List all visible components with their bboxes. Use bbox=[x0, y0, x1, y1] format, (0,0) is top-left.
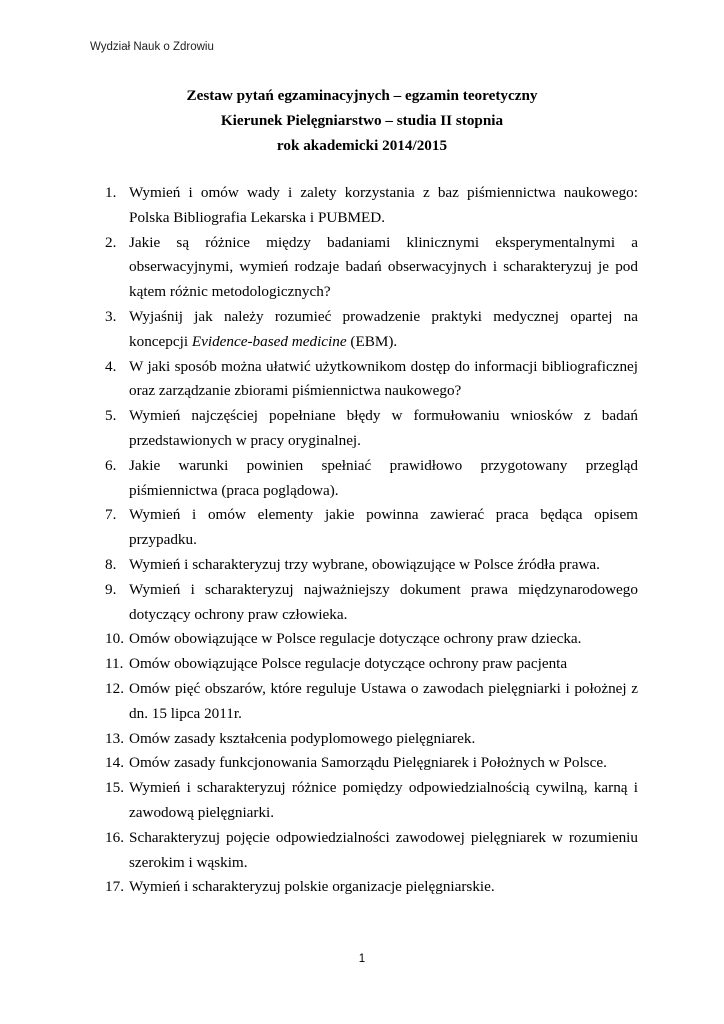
question-item-12 bbox=[105, 677, 638, 727]
question-text: Omów pięć obszarów, które reguluje Ustawa o zawodach pielęgniarki i położnej z dn. 15 lipca 2011r. bbox=[129, 679, 638, 722]
question-list bbox=[105, 181, 638, 900]
question-number: 6. bbox=[105, 456, 117, 474]
question-number: 11. bbox=[105, 655, 124, 673]
question-item-9 bbox=[105, 578, 638, 628]
question-number: 15. bbox=[105, 779, 124, 797]
question-number: 16. bbox=[105, 828, 124, 846]
question-item-5 bbox=[105, 404, 638, 454]
question-number: 3. bbox=[105, 307, 117, 325]
question-text-part: Wyjaśnij jak należy rozumieć prowadzenie praktyki medycznej opartej na koncepcji bbox=[129, 307, 638, 350]
question-number: 12. bbox=[105, 679, 124, 697]
title-line-3: rok akademicki 2014/2015 bbox=[276, 136, 448, 154]
document-title bbox=[0, 84, 724, 158]
faculty-header: Wydział Nauk o Zdrowiu bbox=[90, 41, 214, 53]
question-text: Wymień i scharakteryzuj różnice pomiędzy odpowiedzialnością cywilną, karną i zawodową pielęgniarki. bbox=[129, 779, 638, 821]
question-text: Omów obowiązujące Polsce regulacje dotyczące ochrony praw pacjenta bbox=[129, 655, 568, 673]
question-text: Jakie warunki powinien spełniać prawidłowo przygotowany przegląd piśmiennictwa (praca poglądowa). bbox=[129, 456, 638, 499]
question-number: 1. bbox=[105, 184, 117, 201]
question-item-3 bbox=[105, 305, 638, 355]
question-item-6 bbox=[105, 454, 638, 504]
question-text: W jaki sposób można ułatwić użytkownikom dostęp do informacji bibliograficznej oraz zarządzanie zbiorami piśmiennictwa naukowego? bbox=[129, 357, 638, 400]
question-number: 8. bbox=[105, 555, 117, 573]
question-item-1 bbox=[105, 181, 638, 231]
question-text: Omów zasady funkcjonowania Samorządu Pielęgniarek i Położnych w Polsce. bbox=[129, 754, 607, 772]
question-item-16 bbox=[105, 826, 638, 876]
question-number: 13. bbox=[105, 729, 124, 747]
question-item-11 bbox=[105, 652, 638, 677]
question-item-8 bbox=[105, 553, 638, 578]
question-text: Scharakteryzuj pojęcie odpowiedzialności zawodowej pielęgniarek w rozumieniu szerokim i wąskim. bbox=[129, 828, 638, 871]
question-text: Wymień najczęściej popełniane błędy w formułowaniu wniosków z badań przedstawionych w pracy oryginalnej. bbox=[129, 407, 638, 449]
question-text bbox=[129, 305, 638, 355]
question-number: 7. bbox=[105, 506, 117, 524]
question-text: Wymień i scharakteryzuj najważniejszy dokument prawa międzynarodowego dotyczący ochrony praw człowieka. bbox=[129, 580, 638, 623]
question-text-part: (EBM). bbox=[346, 332, 398, 350]
question-text: Wymień i scharakteryzuj polskie organizacje pielęgniarskie. bbox=[129, 878, 495, 896]
question-item-17 bbox=[105, 875, 638, 900]
question-text: Wymień i scharakteryzuj trzy wybrane, obowiązujące w Polsce źródła prawa. bbox=[129, 555, 600, 573]
question-number: 2. bbox=[105, 233, 117, 251]
question-number: 9. bbox=[105, 580, 117, 598]
question-text: Omów obowiązujące w Polsce regulacje dotyczące ochrony praw dziecka. bbox=[129, 630, 582, 648]
question-item-4 bbox=[105, 355, 638, 405]
question-item-2 bbox=[105, 231, 638, 305]
question-text: Wymień i omów wady i zalety korzystania z baz piśmiennictwa naukowego: Polska Bibliografia Lekarska i PUBMED. bbox=[129, 184, 638, 226]
italic-term: Evidence-based medicine bbox=[191, 332, 347, 350]
question-number: 14. bbox=[105, 754, 124, 772]
title-line-1: Zestaw pytań egzaminacyjnych – egzamin teoretyczny bbox=[186, 87, 538, 104]
question-text: Wymień i omów elementy jakie powinna zawierać praca będąca opisem przypadku. bbox=[129, 506, 638, 549]
page-number: 1 bbox=[358, 953, 366, 965]
title-line-2: Kierunek Pielęgniarstwo – studia II stopnia bbox=[220, 111, 504, 129]
question-item-14 bbox=[105, 751, 638, 776]
question-item-15 bbox=[105, 776, 638, 826]
question-item-7 bbox=[105, 503, 638, 553]
question-item-10 bbox=[105, 627, 638, 652]
question-text: Omów zasady kształcenia podyplomowego pielęgniarek. bbox=[129, 729, 476, 747]
question-number: 10. bbox=[105, 630, 124, 648]
question-number: 4. bbox=[105, 357, 117, 375]
question-text: Jakie są różnice między badaniami klinicznymi eksperymentalnymi a obserwacyjnymi, wymień rodzaje badań obserwacyjnych i scharakteryzuj je pod kątem różnic metodologicznych? bbox=[129, 233, 638, 301]
question-item-13 bbox=[105, 727, 638, 752]
question-number: 5. bbox=[105, 407, 117, 425]
question-number: 17. bbox=[105, 878, 124, 896]
